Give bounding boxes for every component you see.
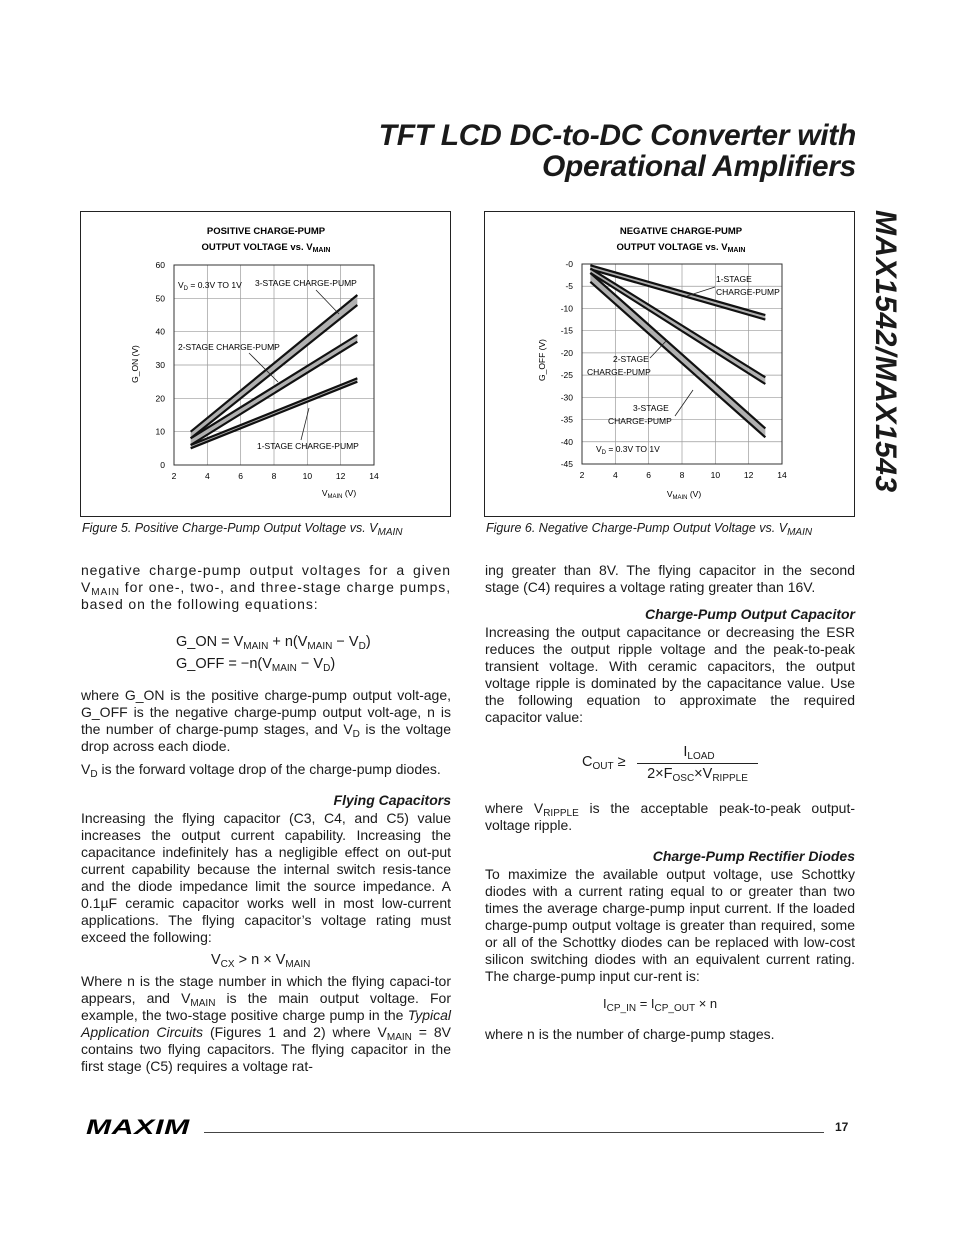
subscript: D bbox=[90, 769, 98, 780]
x-tick-label: 8 bbox=[271, 471, 277, 481]
paragraph: Increasing the flying capacitor (C3, C4, and C5) value increases the output current capability. Increasing the capacitance indefinitely has a negligible effect on out-put current capability because the internal switch resis-tance and the diode impedance limit the source impedance. A 0.1µF ceramic capacitor works well in most low-current applications. The flying capacitor’s voltage rating must exceed the following: bbox=[81, 810, 451, 945]
y-axis-label: G_OFF (V) bbox=[537, 338, 547, 382]
figure-5-box bbox=[80, 211, 451, 517]
text: G_ON = V bbox=[176, 634, 244, 650]
x-axis-label-unit: (V) bbox=[687, 489, 702, 499]
subscript: LOAD bbox=[687, 751, 715, 762]
x-tick-label: 10 bbox=[302, 471, 313, 481]
text: = I bbox=[636, 996, 655, 1011]
equation-numerator bbox=[640, 744, 758, 761]
series-label-1-stage-line-1: 1-STAGE bbox=[716, 274, 752, 284]
series-label-2-stage-line-2: CHARGE-PUMP bbox=[587, 367, 651, 377]
x-tick-label: 2 bbox=[171, 471, 177, 481]
y-tick-label: 20 bbox=[155, 393, 165, 404]
paragraph: To maximize the available output voltage, use Schottky diodes with a current rating equal to or greater than two times the average charge-pump input current. If the loaded charge-pump output voltage is greater than required, some or all of the Schottky diodes can be replaced with low-cost silicon switching diodes with an equivalent current rating. The charge-pump input cur-rent is: bbox=[485, 866, 855, 984]
text: (Figures 1 and 2) where V bbox=[203, 1024, 387, 1040]
subscript: MAIN bbox=[386, 1032, 412, 1043]
chart-title-line-2 bbox=[617, 242, 746, 254]
x-axis-label-sub: MAIN bbox=[327, 494, 343, 500]
text: Where n is the stage number in which the flying capaci-tor appears, and V bbox=[81, 973, 451, 1006]
subscript: RIPPLE bbox=[712, 773, 748, 784]
subscript: CP_IN bbox=[606, 1003, 637, 1014]
text: ) bbox=[365, 634, 371, 650]
paragraph bbox=[81, 761, 451, 778]
x-tick-label: 2 bbox=[579, 470, 585, 480]
section-heading-flying-capacitors: Flying Capacitors bbox=[333, 792, 451, 808]
subscript: MAIN bbox=[271, 663, 297, 674]
condition-sub: D bbox=[601, 450, 607, 456]
x-axis-label-text: V bbox=[666, 489, 673, 499]
leader-line-3-stage bbox=[316, 290, 339, 314]
y-tick-label: -15 bbox=[560, 325, 573, 336]
x-axis-label-sub: MAIN bbox=[672, 495, 688, 501]
subscript: MAIN bbox=[285, 959, 311, 970]
equation-g-off bbox=[176, 653, 451, 675]
subscript: D bbox=[323, 663, 331, 674]
subscript: D bbox=[352, 729, 360, 740]
caption-text: Figure 5. Positive Charge-Pump Output Voltage vs. V bbox=[82, 521, 378, 535]
right-column bbox=[485, 562, 855, 1049]
series-label-1-stage-line-2: CHARGE-PUMP bbox=[716, 287, 780, 297]
subscript: MAIN bbox=[307, 641, 333, 652]
x-tick-label: 14 bbox=[777, 470, 787, 480]
x-axis-label-text: V bbox=[321, 488, 328, 498]
maxim-logo-icon bbox=[84, 1116, 192, 1138]
chart-title-sub: MAIN bbox=[312, 247, 331, 254]
logo-text: MAXIM bbox=[86, 1116, 190, 1138]
text: − V bbox=[296, 656, 324, 672]
caption-sub: MAIN bbox=[787, 527, 813, 538]
x-tick-label: 4 bbox=[204, 471, 210, 481]
x-tick-label: 12 bbox=[335, 471, 346, 481]
text: is the voltage drop across each diode. bbox=[81, 721, 451, 754]
subscript: MAIN bbox=[243, 641, 269, 652]
figure-6-caption bbox=[486, 521, 813, 538]
paragraph: ing greater than 8V. The flying capacitor in the second stage (C4) requires a voltage rating greater than 16V. bbox=[485, 562, 855, 595]
x-axis-label-unit: (V) bbox=[342, 488, 357, 498]
text: where G_ON is the positive charge-pump output volt-age, G_OFF is the negative charge-pump output volt-age, n is the number of charge-pump stages, and V bbox=[81, 687, 451, 737]
condition-post: = 0.3V TO 1V bbox=[606, 444, 660, 454]
y-tick-label: -45 bbox=[560, 459, 573, 469]
subscript: CP_OUT bbox=[654, 1003, 696, 1014]
paragraph bbox=[81, 562, 451, 613]
equation-block bbox=[176, 631, 451, 675]
text: C bbox=[582, 754, 593, 770]
page-number: 17 bbox=[835, 1120, 849, 1134]
y-tick-label: -0 bbox=[565, 259, 573, 269]
figure-6-box bbox=[484, 211, 855, 517]
y-tick-label: 10 bbox=[155, 426, 165, 437]
title-line-2: Operational Amplifiers bbox=[541, 150, 856, 183]
y-tick-label: -30 bbox=[560, 392, 573, 403]
paragraph: Increasing the output capacitance or decreasing the ESR reduces the output ripple voltage and the peak-to-peak transient voltage. With ceramic capacitors, the output voltage ripple is dominated by the capacitance value. Use the following equation to approximate the required capacitor value: bbox=[485, 624, 855, 725]
text: × n bbox=[695, 996, 718, 1011]
subscript: OSC bbox=[672, 773, 695, 784]
equation-vcx bbox=[211, 952, 451, 969]
equation-g-on bbox=[176, 631, 451, 653]
chart-title-sub: MAIN bbox=[727, 247, 746, 254]
y-tick-label: 30 bbox=[155, 360, 165, 370]
chart-title-text: OUTPUT VOLTAGE vs. V bbox=[616, 242, 728, 253]
text: is the main output voltage. For example, the two-stage positive charge pump in the bbox=[81, 990, 451, 1023]
caption-text: Figure 6. Negative Charge-Pump Output Voltage vs. V bbox=[486, 521, 788, 535]
condition-label bbox=[178, 280, 242, 292]
paragraph bbox=[485, 800, 855, 834]
text: V bbox=[211, 952, 221, 968]
series-label-1-stage: 1-STAGE CHARGE-PUMP bbox=[257, 441, 359, 451]
page-title bbox=[379, 120, 856, 182]
text: 2×F bbox=[647, 766, 673, 782]
series-label-3-stage-line-1: 3-STAGE bbox=[633, 403, 669, 413]
text: ≥ bbox=[613, 754, 626, 770]
y-tick-label: -20 bbox=[560, 347, 573, 358]
equation-denominator bbox=[637, 766, 758, 783]
text: G_OFF = −n(V bbox=[176, 656, 272, 672]
subscript: OUT bbox=[592, 761, 614, 772]
x-tick-label: 8 bbox=[679, 470, 685, 480]
text: negative charge-pump output voltages for a given V bbox=[81, 562, 451, 595]
footer-rule bbox=[204, 1132, 824, 1133]
text: is the acceptable peak-to-peak output-voltage ripple. bbox=[485, 800, 856, 833]
paragraph bbox=[81, 687, 451, 755]
section-heading-rectifier-diodes: Charge-Pump Rectifier Diodes bbox=[652, 848, 855, 864]
paragraph: where n is the number of charge-pump stages. bbox=[485, 1026, 775, 1042]
subscript: D bbox=[358, 641, 366, 652]
leader-line-1-stage bbox=[301, 408, 309, 440]
text: where V bbox=[485, 800, 544, 816]
condition-text: V bbox=[178, 280, 184, 290]
x-tick-label: 12 bbox=[743, 470, 754, 480]
equation-cout bbox=[485, 738, 855, 800]
leader-line-1-stage bbox=[687, 287, 715, 296]
subscript: MAIN bbox=[190, 998, 216, 1009]
text: for one-, two-, and three-stage charge pumps, based on the following equations: bbox=[81, 579, 451, 612]
equation-icp bbox=[603, 995, 855, 1012]
text: I bbox=[603, 996, 607, 1011]
text: ×V bbox=[694, 766, 713, 782]
chart-title-line-1: NEGATIVE CHARGE-PUMP bbox=[619, 226, 743, 237]
text: V bbox=[81, 761, 91, 777]
series-label-2-stage: 2-STAGE CHARGE-PUMP bbox=[178, 342, 280, 352]
x-tick-label: 14 bbox=[369, 471, 379, 481]
condition-post: = 0.3V TO 1V bbox=[188, 280, 242, 290]
y-tick-label: -40 bbox=[560, 436, 573, 447]
text: ) bbox=[330, 656, 336, 672]
x-tick-label: 6 bbox=[646, 470, 652, 480]
condition-sub: D bbox=[183, 286, 189, 292]
series-label-2-stage-line-1: 2-STAGE bbox=[613, 354, 649, 364]
subscript: RIPPLE bbox=[543, 808, 579, 819]
y-tick-label: 0 bbox=[160, 460, 165, 470]
y-tick-label: -10 bbox=[560, 303, 573, 314]
italic-text: Typical Application Circuits bbox=[81, 1007, 451, 1040]
text: = 8V contains two flying capacitors. The flying capacitor in the first stage (C5) requires a voltage rat- bbox=[81, 1024, 451, 1074]
maxim-logo bbox=[84, 1116, 192, 1143]
text: is the forward voltage drop of the charge-pump diodes. bbox=[97, 761, 441, 777]
left-column bbox=[81, 562, 451, 1081]
series-label-3-stage-line-2: CHARGE-PUMP bbox=[608, 416, 672, 426]
part-number-sidebar bbox=[868, 210, 902, 550]
x-tick-label: 10 bbox=[710, 470, 721, 480]
y-tick-label: -35 bbox=[560, 414, 573, 425]
condition-text: V bbox=[596, 444, 602, 454]
subscript: MAIN bbox=[91, 587, 120, 598]
chart-title-line-1: POSITIVE CHARGE-PUMP bbox=[206, 226, 326, 237]
x-tick-label: 6 bbox=[238, 471, 244, 481]
text: + n(V bbox=[268, 634, 308, 650]
caption-sub: MAIN bbox=[377, 527, 403, 538]
subscript: CX bbox=[220, 959, 235, 970]
equation-lhs bbox=[582, 754, 626, 771]
section-heading-output-capacitor: Charge-Pump Output Capacitor bbox=[644, 606, 855, 622]
text: I bbox=[683, 744, 688, 760]
figure-5-caption bbox=[82, 521, 403, 538]
y-tick-label: 40 bbox=[155, 326, 165, 337]
y-axis-label: G_ON (V) bbox=[130, 345, 140, 383]
x-axis-label bbox=[667, 489, 702, 501]
leader-line-3-stage bbox=[675, 390, 693, 416]
part-number: MAX1542/MAX1543 bbox=[869, 210, 902, 493]
series-label-3-stage: 3-STAGE CHARGE-PUMP bbox=[255, 278, 357, 288]
title-line-1: TFT LCD DC-to-DC Converter with bbox=[378, 119, 856, 152]
figure-6-chart bbox=[485, 212, 854, 516]
chart-title-text: OUTPUT VOLTAGE vs. V bbox=[201, 242, 313, 253]
y-tick-label: -5 bbox=[565, 281, 573, 292]
condition-label bbox=[596, 444, 660, 456]
x-tick-label: 4 bbox=[612, 470, 618, 480]
y-tick-label: 50 bbox=[155, 293, 165, 304]
chart-title-line-2 bbox=[202, 242, 331, 254]
text: − V bbox=[332, 634, 359, 650]
y-tick-label: 60 bbox=[155, 260, 165, 270]
paragraph bbox=[81, 973, 451, 1075]
text: > n × V bbox=[234, 952, 286, 968]
fraction-bar bbox=[637, 763, 758, 764]
figure-5-chart bbox=[81, 212, 450, 516]
x-axis-label bbox=[322, 488, 357, 500]
y-tick-label: -25 bbox=[560, 370, 573, 381]
